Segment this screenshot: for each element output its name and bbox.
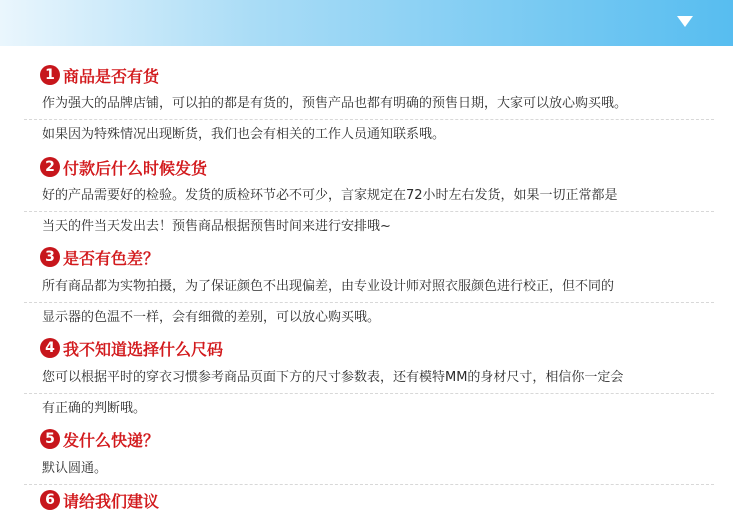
number-badge-icon: 5 — [40, 429, 60, 449]
faq-answer-1-line-1: 作为强大的品牌店铺，可以拍的都是有货的，预售产品也都有明确的预售日期，大家可以放心购买哦。 — [42, 96, 628, 111]
chevron-down-icon[interactable] — [677, 16, 693, 27]
faq-question-3 — [40, 245, 159, 269]
number-badge-icon: 2 — [40, 157, 60, 177]
divider — [24, 484, 714, 485]
question-text: 请给我们建议 — [63, 491, 160, 511]
number-badge-icon: 4 — [40, 338, 60, 358]
question-text: 我不知道选择什么尺码 — [63, 339, 224, 359]
faq-answer-4-line-2: 有正确的判断哦。 — [42, 401, 147, 416]
faq-answer-2-line-2: 当天的件当天发出去！预售商品根据预售时间来进行安排哦~ — [42, 219, 391, 234]
question-text: 发什么快递？ — [63, 430, 160, 450]
faq-answer-2-line-1: 好的产品需要好的检验。发货的质检环节必不可少，言家规定在72小时左右发货，如果一切正常都是 — [42, 188, 618, 203]
question-text: 是否有色差？ — [63, 248, 160, 268]
number-badge-icon: 1 — [40, 65, 60, 85]
faq-question-2 — [40, 155, 207, 179]
number-badge-icon: 6 — [40, 490, 60, 510]
question-text: 商品是否有货 — [63, 66, 160, 86]
faq-question-5 — [40, 427, 159, 451]
faq-question-4 — [40, 336, 223, 360]
question-text: 付款后什么时候发货 — [63, 158, 208, 178]
faq-question-1 — [40, 63, 159, 87]
faq-answer-4-line-1: 您可以根据平时的穿衣习惯参考商品页面下方的尺寸参数表，还有模特MM的身材尺寸，相信你一定会 — [42, 370, 624, 385]
faq-answer-3-line-1: 所有商品都为实物拍摄，为了保证颜色不出现偏差，由专业设计师对照衣服颜色进行校正，但不同的 — [42, 279, 615, 294]
number-badge-icon: 3 — [40, 247, 60, 267]
header-banner — [0, 0, 733, 46]
faq-answer-5-line-1: 默认圆通。 — [42, 461, 108, 476]
faq-answer-3-line-2: 显示器的色温不一样，会有细微的差别，可以放心购买哦。 — [42, 310, 381, 325]
faq-question-6 — [40, 488, 159, 512]
faq-answer-1-line-2: 如果因为特殊情况出现断货，我们也会有相关的工作人员通知联系哦。 — [42, 127, 446, 142]
